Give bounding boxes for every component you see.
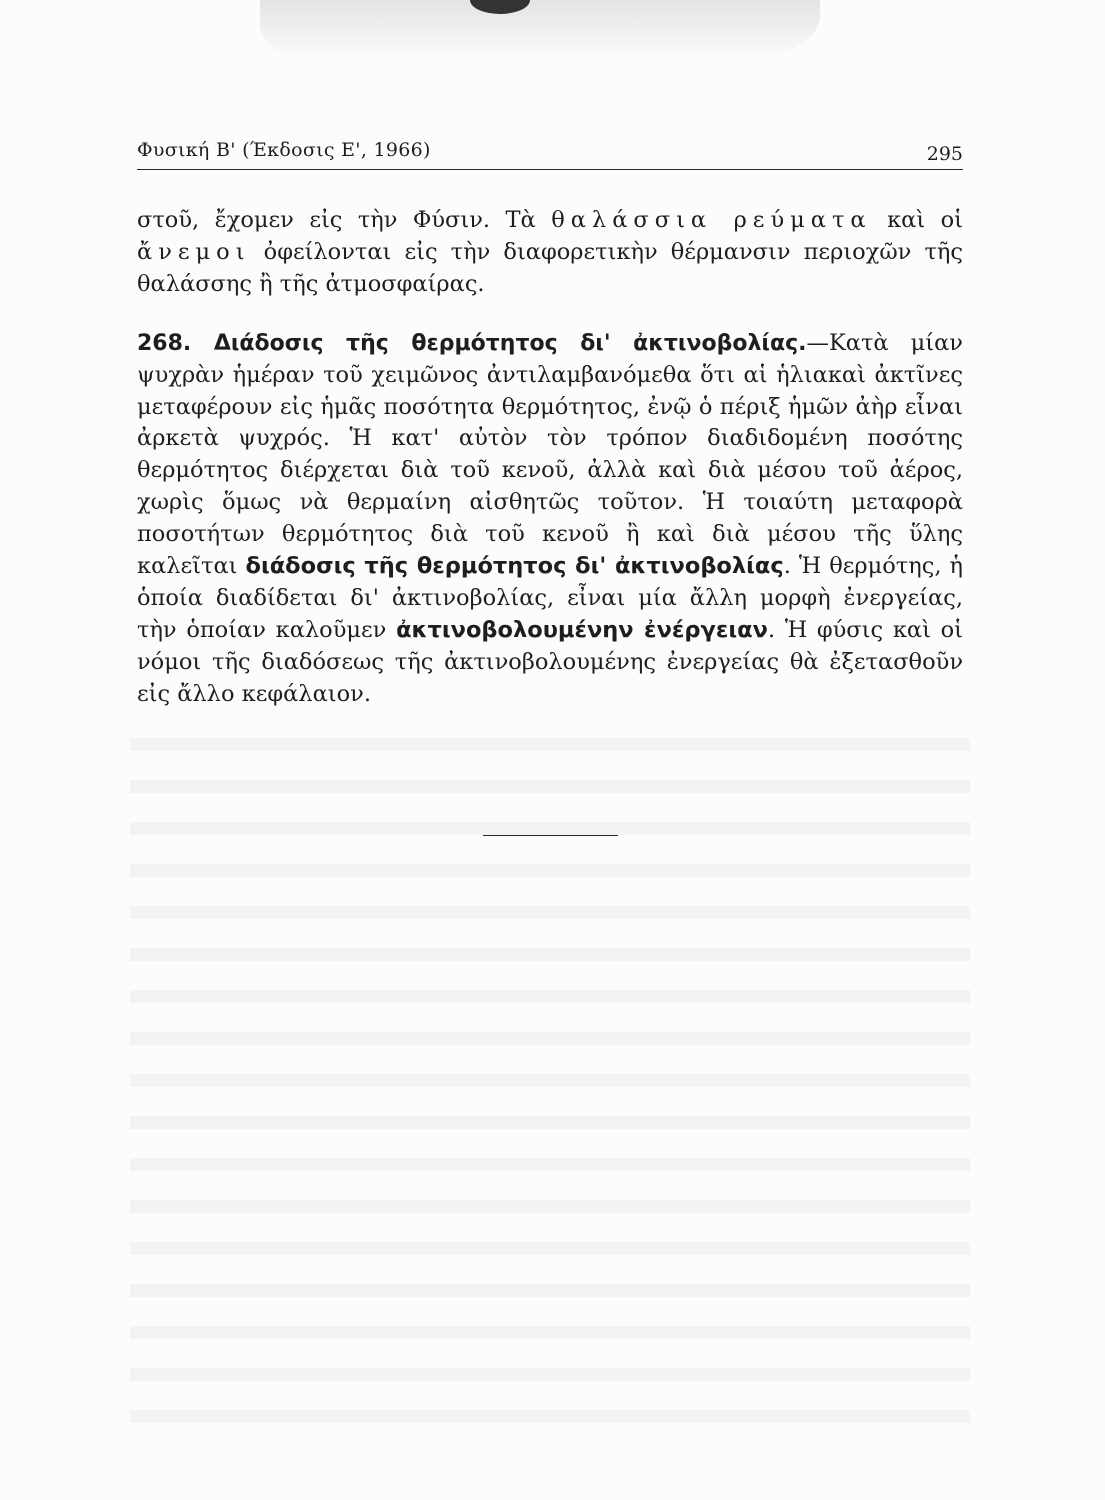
section-text: —Κατὰ μίαν ψυχρὰν ἡμέραν τοῦ χειμῶνος ἀντιλαμβανόμεθα ὅτι αἱ ἡλιακαὶ ἀκτῖνες μεταφέρουν εἰς ἡμᾶς ποσότητα θερμότητος, ἐνῷ ὁ πέριξ ἡμῶν ἀὴρ εἶναι ἀρκετὰ ψυχρός. Ἡ κατ' αὐτὸν τὸν τρόπον διαδιδομένη ποσότης θερμότητος διέρχεται διὰ τοῦ κενοῦ, ἀλλὰ καὶ διὰ μέσου τοῦ ἀέρος, χωρὶς ὅμως νὰ θερμαίνη αἰσθητῶς τοῦτον. Ἡ τοιαύτη μεταφορὰ ποσοτήτων θερμότητος διὰ τοῦ κενοῦ ἢ καὶ διὰ μέσου τῆς ὕλης καλεῖται [137,329,963,580]
bold-term-radiant-energy: ἀκτινοβολουμένην ἐνέργειαν [396,616,768,643]
section-text: . Ἡ φύσις καὶ οἱ νόμοι τῆς διαδόσεως τῆς ἀκτινοβολουμένης ἐνεργείας θὰ ἐξετασθοῦν εἰς ἄλλο κεφάλαιον. [137,616,963,707]
section-268 [137,328,963,711]
section-heading: 268. Διάδοσις τῆς θερμότητος δι' ἀκτινοβολίας. [137,330,807,356]
bleed-through-text [130,720,970,1440]
paragraph-text: ὀφείλονται εἰς τὴν διαφορετικὴν θέρμανσιν περιοχῶν τῆς θαλάσσης ἢ τῆς ἀτμοσφαίρας. [137,238,963,297]
paragraph-continuation [137,205,963,301]
spaced-term-winds: ἄνεμοι [137,238,251,265]
page-header [137,137,963,170]
bold-term-radiation: διάδοσις τῆς θερμότητος δι' ἀκτινοβολίας [245,553,784,580]
page-number: 295 [926,143,963,165]
paragraph-text: καὶ οἱ [871,207,963,233]
section-text: . Ἡ θερμότης, ἡ ὁποία διαδίδεται δι' ἀκτινοβολίας, εἶναι μία ἄλλη μορφὴ ἐνεργείας, τὴν ὁποίαν καλοῦμεν [137,553,963,643]
spaced-term-currents: θαλάσσια ρεύματα [551,207,872,233]
running-title: Φυσική Β' (Έκδοσις Ε', 1966) [137,139,431,161]
paragraph-text: στοῦ, ἔχομεν εἰς τὴν Φύσιν. Τὰ [137,207,552,233]
body-text [137,205,963,711]
torn-paper-edge [260,0,820,55]
section-end-rule [483,835,618,836]
